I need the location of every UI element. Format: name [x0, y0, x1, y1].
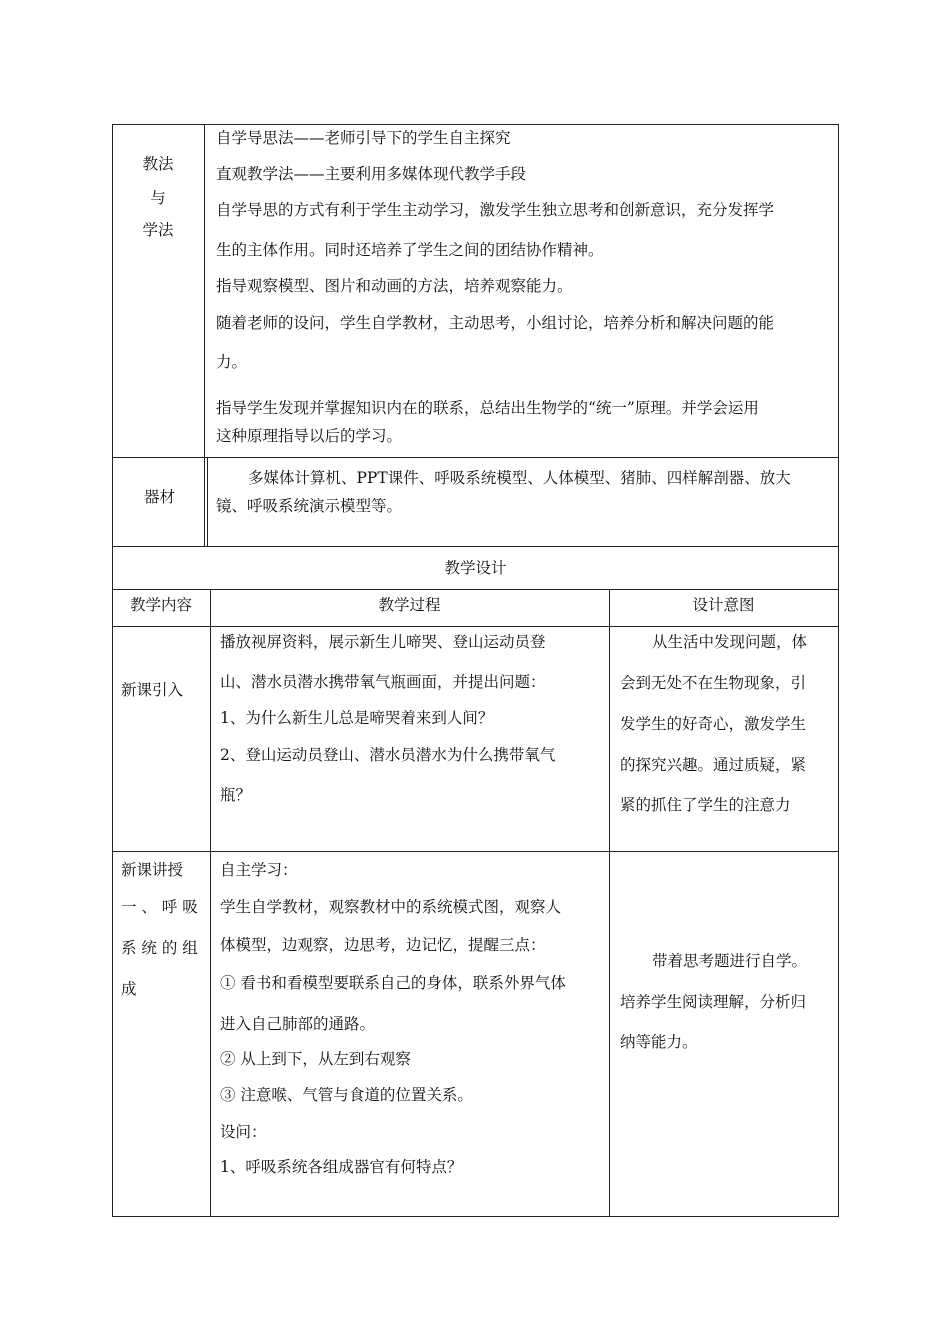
row1-intent-line: 从生活中发现问题，体 — [652, 633, 808, 651]
table-border-top — [112, 124, 839, 125]
section1-line: 这种原理指导以后的学习。 — [216, 427, 403, 445]
section1-line: 直观教学法——主要利用多媒体现代教学手段 — [216, 165, 527, 183]
column-divider — [207, 457, 208, 547]
section1-line: 生的主体作用。同时还培养了学生之间的团结协作精神。 — [216, 241, 604, 259]
section1-label-line: 与 — [150, 189, 166, 207]
section1-line: 自学导思的方式有利于学生主动学习，激发学生独立思考和创新意识，充分发挥学 — [216, 201, 775, 219]
row2-process-line: 自主学习： — [220, 861, 298, 879]
row1-intent-line: 发学生的好奇心，激发学生 — [620, 715, 807, 733]
section1-label-line: 学法 — [142, 221, 174, 239]
section2-line: 镜、呼吸系统演示模型等。 — [216, 497, 403, 515]
row2-content-line: 新课讲授 — [121, 861, 184, 879]
row1-content: 新课引入 — [121, 681, 184, 699]
row-divider — [112, 546, 839, 547]
row-divider — [112, 626, 839, 627]
section1-line: 指导学生发现并掌握知识内在的联系，总结出生物学的“统一”原理。并学会运用 — [216, 399, 759, 417]
row2-process-line: ③ 注意喉、气管与食道的位置关系。 — [220, 1086, 473, 1104]
section1-line: 指导观察模型、图片和动画的方法，培养观察能力。 — [216, 277, 573, 295]
row1-process-line: 山、潜水员潜水携带氧气瓶画面，并提出问题： — [220, 673, 546, 691]
row-divider — [112, 457, 839, 458]
section1-line: 力。 — [216, 353, 248, 371]
row2-process-line: 设问： — [220, 1123, 267, 1141]
table-border-left — [112, 124, 113, 1217]
row2-content-line: 一 、 呼 吸 — [121, 898, 198, 916]
row2-intent-line: 带着思考题进行自学。 — [652, 952, 808, 970]
column-header: 教学过程 — [378, 596, 441, 614]
section2-label: 器材 — [143, 488, 175, 506]
row1-intent-line: 紧的抓住了学生的注意力 — [620, 796, 791, 814]
row2-intent-line: 纳等能力。 — [620, 1033, 698, 1051]
row2-content-line: 成 — [121, 980, 137, 998]
table-border-right — [838, 124, 839, 1217]
row2-process-line: 体模型，边观察，边思考，边记忆，提醒三点： — [220, 936, 546, 954]
section1-line: 自学导思法——老师引导下的学生自主探究 — [216, 129, 511, 147]
section2-line: 多媒体计算机、PPT课件、呼吸系统模型、人体模型、猪肺、四样解剖器、放大 — [248, 469, 791, 487]
section1-label-line: 教法 — [142, 155, 174, 173]
row1-intent-line: 会到无处不在生物现象，引 — [620, 674, 807, 692]
row1-process-line: 播放视屏资料，展示新生儿啼哭、登山运动员登 — [220, 633, 546, 651]
row2-process-line: 进入自己肺部的通路。 — [220, 1015, 376, 1033]
row-divider — [112, 851, 839, 852]
row2-process-line: 1、呼吸系统各组成器官有何特点？ — [220, 1158, 463, 1176]
row2-content-line: 系 统 的 组 — [121, 939, 198, 957]
row1-process-line: 瓶？ — [220, 786, 252, 804]
row1-process-line: 1、为什么新生儿总是啼哭着来到人间？ — [220, 709, 494, 727]
column-divider — [210, 589, 211, 1217]
row2-intent-line: 培养学生阅读理解，分析归 — [620, 993, 807, 1011]
row2-process-line: ① 看书和看模型要联系自己的身体，联系外界气体 — [220, 974, 566, 992]
row1-intent-line: 的探究兴趣。通过质疑，紧 — [620, 756, 807, 774]
design-title: 教学设计 — [444, 559, 507, 577]
column-header: 设计意图 — [692, 596, 755, 614]
row-divider — [112, 589, 839, 590]
column-header: 教学内容 — [129, 596, 192, 614]
table-border-bottom — [112, 1216, 839, 1217]
row2-process-line: ② 从上到下，从左到右观察 — [220, 1050, 411, 1068]
row1-process-line: 2、登山运动员登山、潜水员潜水为什么携带氧气 — [220, 746, 556, 764]
row2-process-line: 学生自学教材，观察教材中的系统模式图，观察人 — [220, 898, 562, 916]
column-divider — [609, 589, 610, 1217]
section1-line: 随着老师的设问，学生自学教材，主动思考，小组讨论，培养分析和解决问题的能 — [216, 314, 775, 332]
column-divider — [204, 124, 205, 547]
